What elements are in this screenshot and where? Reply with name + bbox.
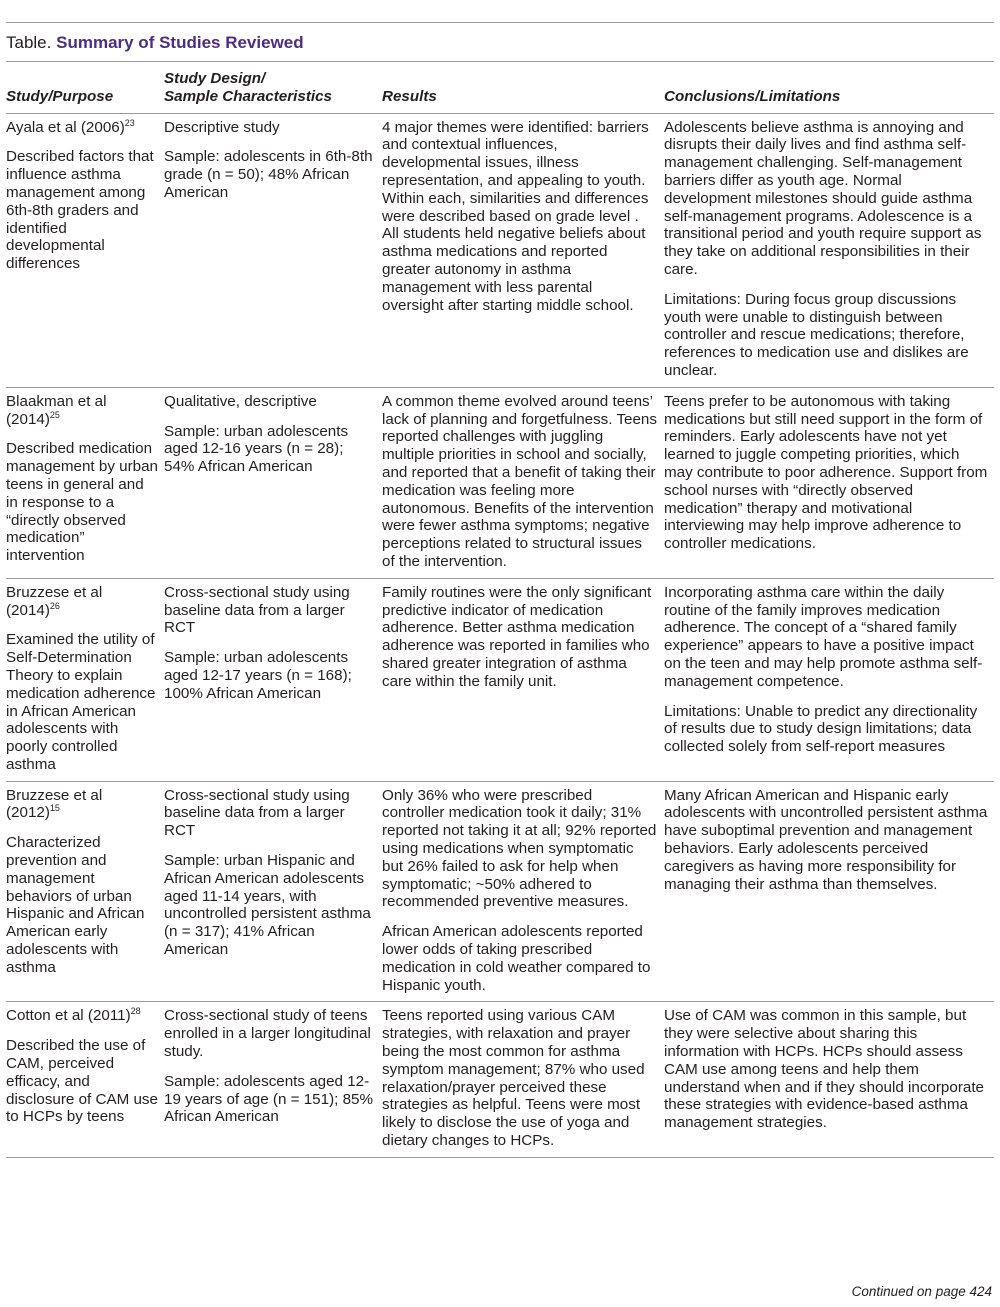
caption-rule [6, 61, 994, 62]
header-conclusions-text: Conclusions/Limitations [664, 87, 841, 105]
conclusions-cell [664, 578, 994, 781]
conclusions-text: Teens prefer to be autonomous with taking medications but still need support in the form of reminders. Early adolescents have not yet learned to juggle competing priorities, which may contribute to poor adherence. Support from school nurses with “directly observed medication” therapy and motivational interviewing may help improve adherence to controller medications. [664, 392, 988, 553]
study-citation [6, 584, 158, 620]
caption-title: Summary of Studies Reviewed [56, 33, 304, 52]
conclusions-cell [664, 781, 994, 1002]
header-study-purpose [6, 64, 164, 113]
study-name: Bruzzese et al (2012) [6, 786, 103, 822]
design-cell [164, 781, 382, 1002]
study-purpose: Described medication management by urban teens in general and in response to a “directly observed medication” intervention [6, 440, 158, 565]
study-citation [6, 1007, 158, 1025]
study-cell [6, 387, 164, 578]
results-cell [382, 578, 664, 781]
study-ref: 25 [49, 409, 60, 420]
study-purpose: Described factors that influence asthma management among 6th-8th graders and identified developmental differences [6, 148, 154, 273]
study-citation [6, 393, 158, 429]
study-citation [6, 787, 158, 823]
study-name: Blaakman et al (2014) [6, 392, 107, 428]
table-row [6, 387, 994, 578]
study-ref: 23 [124, 117, 135, 128]
design-cell [164, 578, 382, 781]
header-conclusions [664, 64, 994, 113]
results-text-2: African American adolescents reported lower odds of taking prescribed medication in cold weather compared to Hispanic youth. [382, 923, 651, 994]
study-purpose: Examined the utility of Self-Determination Theory to explain medication adherence in African American adolescents with poorly controlled asthma [6, 631, 156, 773]
limitations-text: Limitations: Unable to predict any directionality of results due to study design limitations; data collected solely from self-report measures [664, 702, 978, 756]
study-cell [6, 781, 164, 1002]
limitations-text: Limitations: During focus group discussions youth were unable to distinguish between controller and rescue medications; therefore, references to medication use and dislikes are unclear. [664, 290, 969, 379]
study-ref: 28 [130, 1006, 141, 1017]
design-text: Cross-sectional study using baseline data from a larger RCT [164, 786, 350, 840]
conclusions-text: Use of CAM was common in this sample, but they were selective about sharing this information with HCPs. HCPs should assess CAM use among teens and help them understand when and if they should incorporate these strategies with evidence-based asthma management strategies. [664, 1007, 984, 1132]
conclusions-text: Adolescents believe asthma is annoying and disrupts their daily lives and find asthma self-management challenging. Self-management barriers differ as youth age. Normal development milestones should guide asthma self-management programs. Adolescence is a transitional period and youth require support as they take on additional responsibilities in their care. [664, 118, 982, 278]
study-citation [6, 119, 158, 137]
study-purpose: Described the use of CAM, perceived efficacy, and disclosure of CAM use to HCPs by teens [6, 1037, 158, 1126]
results-cell [382, 1002, 664, 1157]
study-ref: 26 [49, 600, 60, 611]
sample-text: Sample: urban Hispanic and African American adolescents aged 11-14 years, with uncontrolled persistent asthma (n = 317); 41% African American [164, 852, 371, 959]
sample-text: Sample: adolescents in 6th-8th grade (n = 50); 48% African American [164, 148, 373, 201]
caption-label: Table. [6, 33, 52, 52]
conclusions-cell [664, 113, 994, 387]
design-text: Cross-sectional study using baseline data from a larger RCT [164, 583, 350, 637]
table-row [6, 113, 994, 387]
design-cell [164, 1002, 382, 1157]
results-cell [382, 387, 664, 578]
study-name: Cotton et al (2011) [6, 1007, 131, 1025]
study-purpose: Characterized prevention and management behaviors of urban Hispanic and African American early adolescents with asthma [6, 834, 145, 976]
conclusions-text: Many African American and Hispanic early adolescents with uncontrolled persistent asthma have suboptimal prevention and management behaviors. Early adolescents perceived caregivers as having more responsibility for managing their asthma than themselves. [664, 786, 988, 893]
design-cell [164, 113, 382, 387]
conclusions-cell [664, 1002, 994, 1157]
conclusions-cell [664, 387, 994, 578]
header-row [6, 64, 994, 113]
header-design-line1: Study Design/ [164, 70, 266, 87]
design-text: Descriptive study [164, 118, 280, 136]
design-cell [164, 387, 382, 578]
header-results-text: Results [382, 87, 437, 105]
results-text: A common theme evolved around teens’ lack of planning and forgetfulness. Teens reported challenges with juggling multiple priorities in school and socially, and reported that a benefit of taking their medication was feeling more autonomous. Benefits of the intervention were fewer asthma symptoms; negative perceptions related to structural issues of the intervention. [382, 392, 657, 570]
results-text: Only 36% who were prescribed controller medication took it daily; 31% reported not taking it at all; 92% reported using medications when symptomatic but 26% failed to ask for help when symptomatic; ~50% adhered to recommended preventive measures. [382, 786, 657, 911]
results-cell [382, 781, 664, 1002]
table-row [6, 1002, 994, 1157]
sample-text: Sample: urban adolescents aged 12-16 years (n = 28); 54% African American [164, 422, 349, 476]
sample-text: Sample: adolescents aged 12-19 years of age (n = 151); 85% African American [164, 1072, 373, 1126]
top-rule [6, 22, 994, 23]
results-cell [382, 113, 664, 387]
study-ref: 15 [49, 803, 60, 814]
study-name: Ayala et al (2006) [6, 118, 125, 136]
table-row [6, 781, 994, 1002]
results-text: 4 major themes were identified: barriers and contextual influences, developmental issues, illness representation, and appealing to youth. Within each, similarities and differences were described based on grade level . All students held negative beliefs about asthma medications and reported greater autonomy in asthma management with less parental oversight after starting middle school. [382, 118, 649, 314]
header-design-line2: Sample Characteristics [164, 87, 332, 105]
header-results [382, 64, 664, 113]
results-text: Family routines were the only significant predictive indicator of medication adherence. Better asthma medication adherence was reported in families who shared greater integration of asthma care within the family unit. [382, 583, 652, 690]
study-cell [6, 578, 164, 781]
conclusions-text: Incorporating asthma care within the daily routine of the family improves medication adherence. The concept of a “shared family experience” appears to have a positive impact on the teen and may help promote asthma self-management competence. [664, 583, 983, 690]
table-caption [6, 32, 304, 54]
design-text: Qualitative, descriptive [164, 392, 317, 410]
results-text: Teens reported using various CAM strategies, with relaxation and prayer being the most common for asthma symptom management; 87% who used relaxation/prayer perceived these strategies as helpful. Teens were most likely to disclose the use of yoga and dietary changes to HCPs. [382, 1007, 645, 1150]
studies-table [6, 64, 994, 1158]
header-design [164, 64, 382, 113]
study-cell [6, 1002, 164, 1157]
continued-note: Continued on page 424 [851, 1284, 992, 1299]
study-name: Bruzzese et al (2014) [6, 583, 103, 619]
design-text: Cross-sectional study of teens enrolled in a larger longitudinal study. [164, 1007, 371, 1061]
header-study-purpose-text: Study/Purpose [6, 87, 114, 105]
study-cell [6, 113, 164, 387]
sample-text: Sample: urban adolescents aged 12-17 years (n = 168); 100% African American [164, 649, 352, 702]
table-row [6, 578, 994, 781]
